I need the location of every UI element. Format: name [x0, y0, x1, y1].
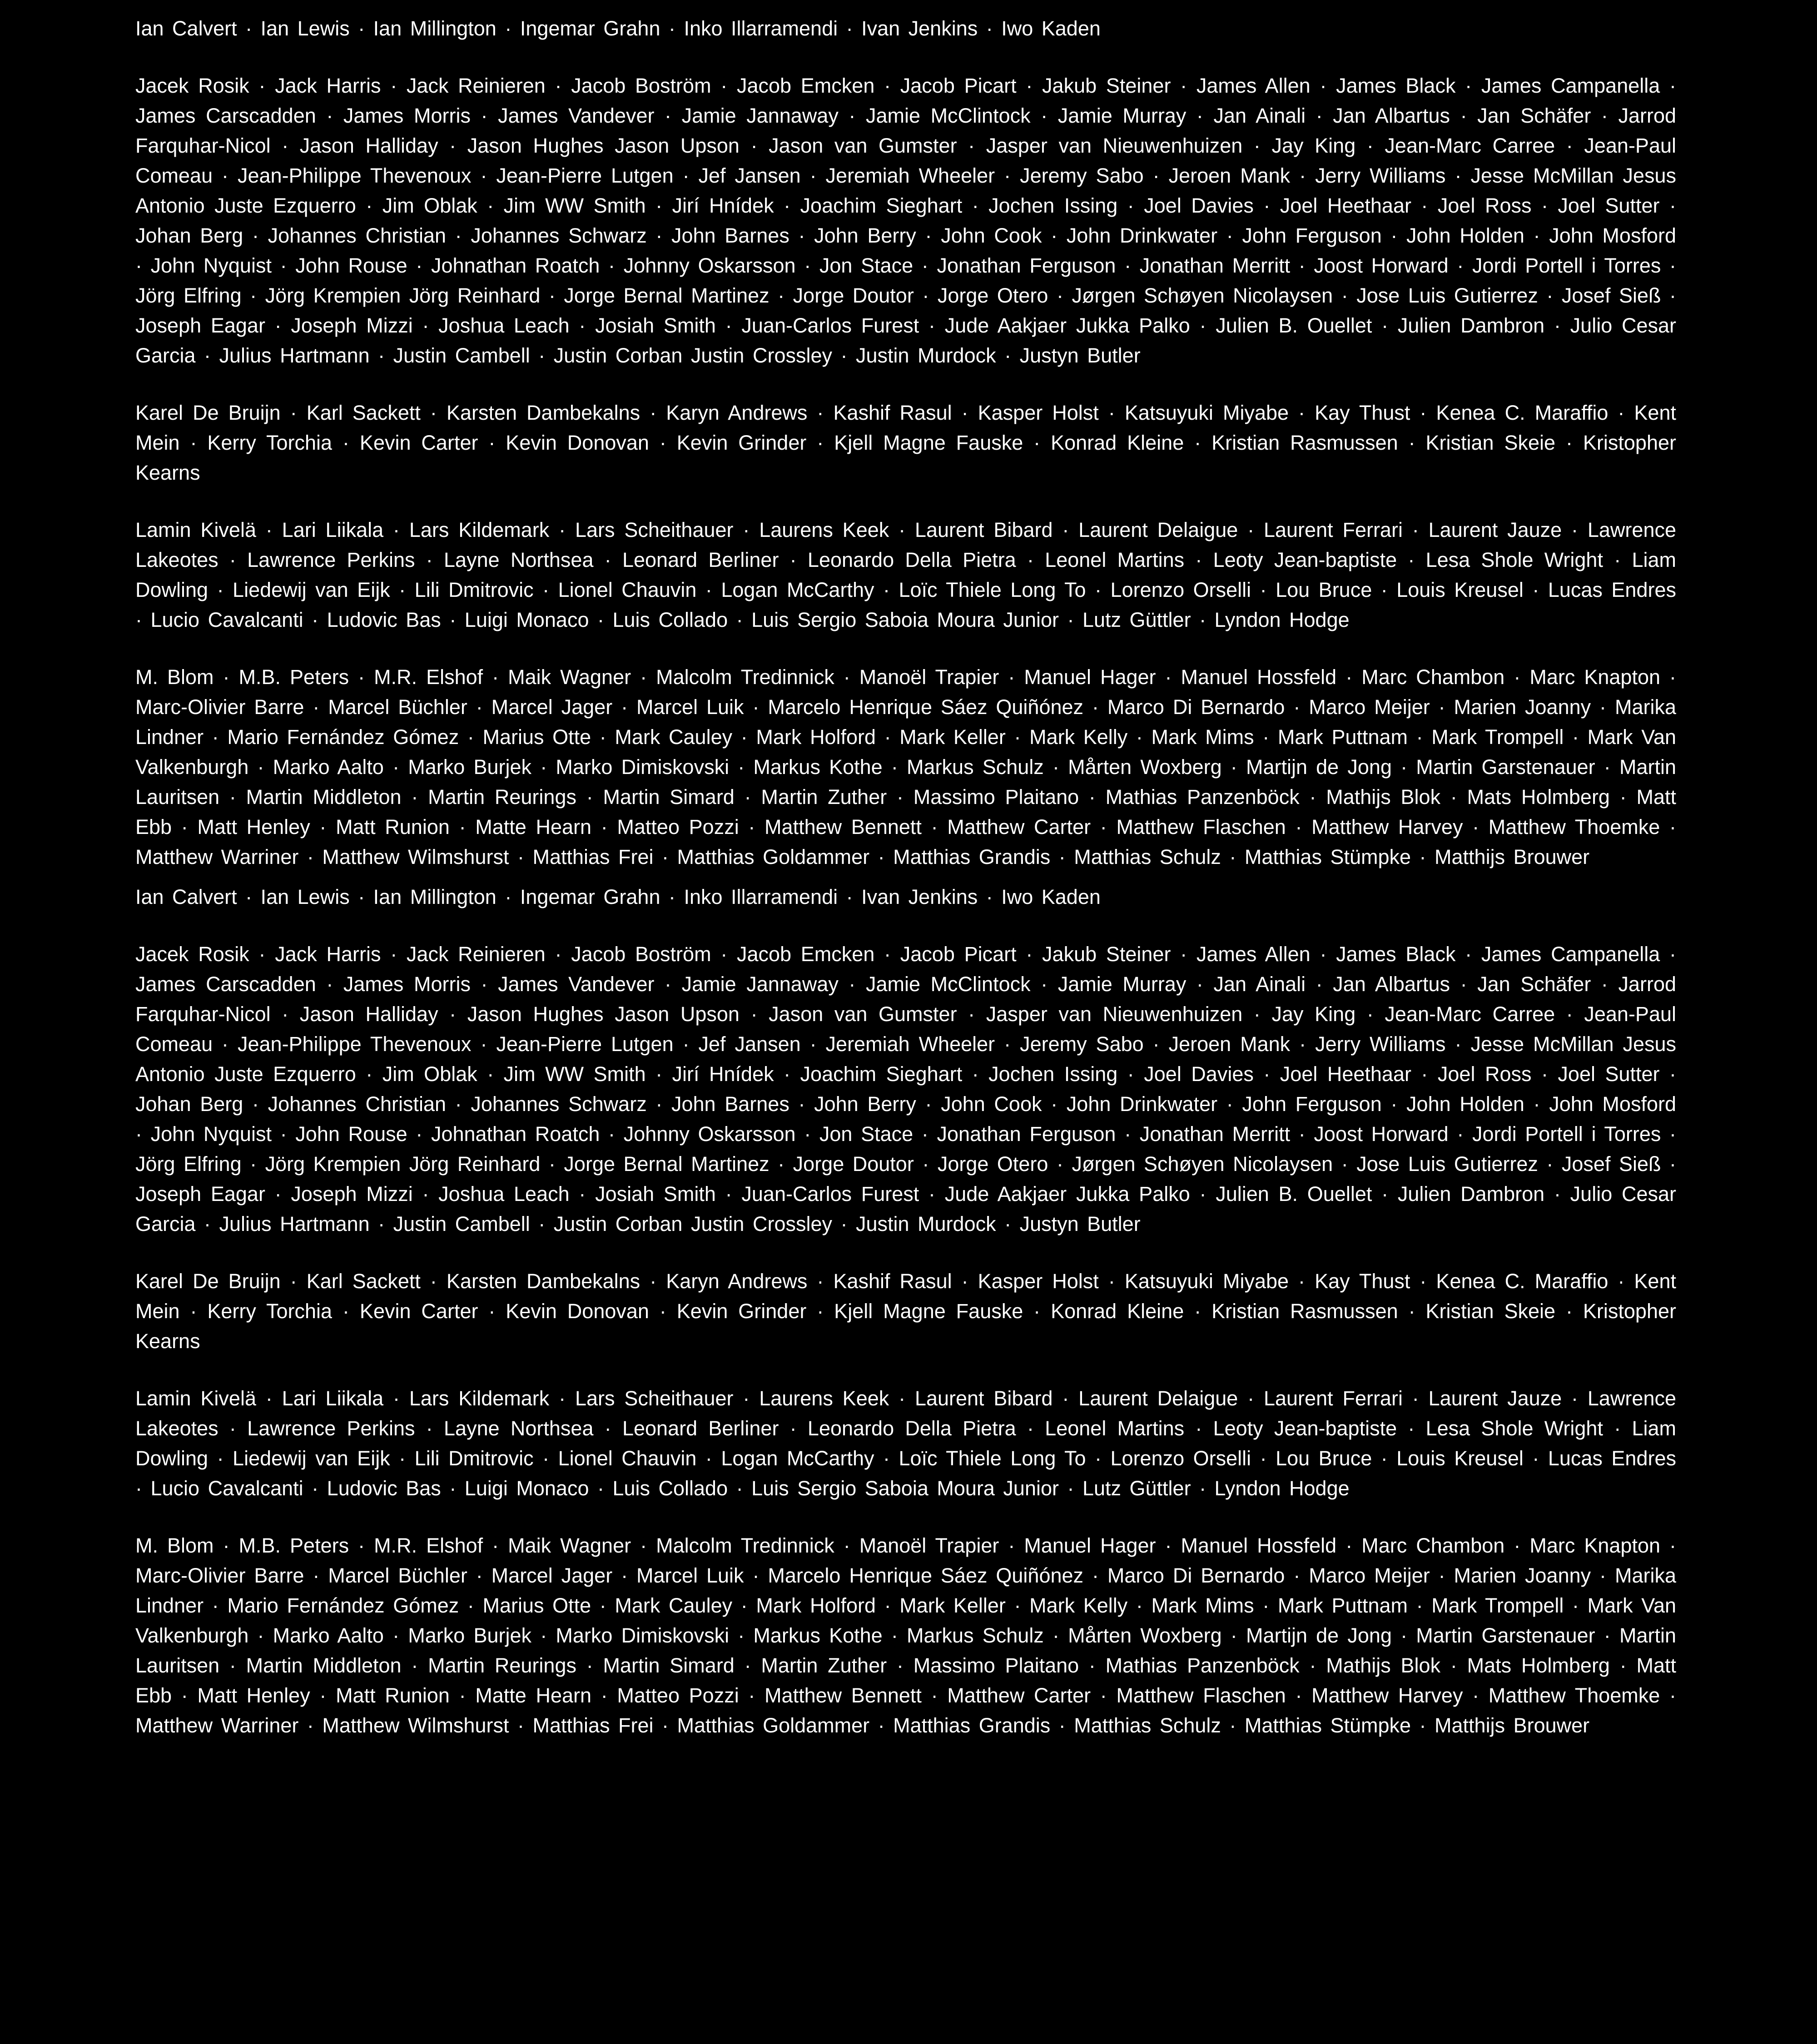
credits-paragraph-k: Karel De Bruijn · Karl Sackett · Karsten Dambekalns · Karyn Andrews · Kashif Rasul · Kasper Holst · Katsuyuki Miyabe · Kay Thust · Kenea C. Maraffio · Kent Mein · Kerry Torchia · Kevin Carter · Kevin Donovan · Kevin Grinder · Kjell Magne Fauske · Konrad Kleine · Kristian Rasmussen · Kristian Skeie · Kristopher Kearns	[135, 1270, 1676, 1353]
credits-paragraph-l: Lamin Kivelä · Lari Liikala · Lars Kildemark · Lars Scheithauer · Laurens Keek · Laurent Bibard · Laurent Delaigue · Laurent Ferrari · Laurent Jauze · Lawrence Lakeotes · Lawrence Perkins · Layne Northsea · Leonard Berliner · Leonardo Della Pietra · Leonel Martins · Leoty Jean-baptiste · Lesa Shole Wright · Liam Dowling · Liedewij van Eijk · Lili Dmitrovic · Lionel Chauvin · Logan McCarthy · Loïc Thiele Long To · Lorenzo Orselli · Lou Bruce · Louis Kreusel · Lucas Endres · Lucio Cavalcanti · Ludovic Bas · Luigi Monaco · Luis Collado · Luis Sergio Saboia Moura Junior · Lutz Güttler · Lyndon Hodge	[135, 1387, 1676, 1500]
credits-block-2	[135, 882, 1676, 1741]
credits-block-1	[135, 14, 1676, 872]
credits-paragraph-j: Jacek Rosik · Jack Harris · Jack Reinieren · Jacob Boström · Jacob Emcken · Jacob Picart · Jakub Steiner · James Allen · James Black · James Campanella · James Carscadden · James Morris · James Vandever · Jamie Jannaway · Jamie McClintock · Jamie Murray · Jan Ainali · Jan Albartus · Jan Schäfer · Jarrod Farquhar-Nicol · Jason Halliday · Jason Hughes Jason Upson · Jason van Gumster · Jasper van Nieuwenhuizen · Jay King · Jean-Marc Carree · Jean-Paul Comeau · Jean-Philippe Thevenoux · Jean-Pierre Lutgen · Jef Jansen · Jeremiah Wheeler · Jeremy Sabo · Jeroen Mank · Jerry Williams · Jesse McMillan Jesus Antonio Juste Ezquerro · Jim Oblak · Jim WW Smith · Jirí Hnídek · Joachim Sieghart · Jochen Issing · Joel Davies · Joel Heethaar · Joel Ross · Joel Sutter · Johan Berg · Johannes Christian · Johannes Schwarz · John Barnes · John Berry · John Cook · John Drinkwater · John Ferguson · John Holden · John Mosford · John Nyquist · John Rouse · Johnathan Roatch · Johnny Oskarsson · Jon Stace · Jonathan Ferguson · Jonathan Merritt · Joost Horward · Jordi Portell i Torres · Jörg Elfring · Jörg Krempien Jörg Reinhard · Jorge Bernal Martinez · Jorge Doutor · Jorge Otero · Jørgen Schøyen Nicolaysen · Jose Luis Gutierrez · Josef Sieß · Joseph Eagar · Joseph Mizzi · Joshua Leach · Josiah Smith · Juan-Carlos Furest · Jude Aakjaer Jukka Palko · Julien B. Ouellet · Julien Dambron · Julio Cesar Garcia · Julius Hartmann · Justin Cambell · Justin Corban Justin Crossley · Justin Murdock · Justyn Butler	[135, 74, 1676, 367]
credits-paragraph-i: Ian Calvert · Ian Lewis · Ian Millington · Ingemar Grahn · Inko Illarramendi · Ivan Jenkins · Iwo Kaden	[135, 885, 1101, 908]
credits-paragraph-j: Jacek Rosik · Jack Harris · Jack Reinieren · Jacob Boström · Jacob Emcken · Jacob Picart · Jakub Steiner · James Allen · James Black · James Campanella · James Carscadden · James Morris · James Vandever · Jamie Jannaway · Jamie McClintock · Jamie Murray · Jan Ainali · Jan Albartus · Jan Schäfer · Jarrod Farquhar-Nicol · Jason Halliday · Jason Hughes Jason Upson · Jason van Gumster · Jasper van Nieuwenhuizen · Jay King · Jean-Marc Carree · Jean-Paul Comeau · Jean-Philippe Thevenoux · Jean-Pierre Lutgen · Jef Jansen · Jeremiah Wheeler · Jeremy Sabo · Jeroen Mank · Jerry Williams · Jesse McMillan Jesus Antonio Juste Ezquerro · Jim Oblak · Jim WW Smith · Jirí Hnídek · Joachim Sieghart · Jochen Issing · Joel Davies · Joel Heethaar · Joel Ross · Joel Sutter · Johan Berg · Johannes Christian · Johannes Schwarz · John Barnes · John Berry · John Cook · John Drinkwater · John Ferguson · John Holden · John Mosford · John Nyquist · John Rouse · Johnathan Roatch · Johnny Oskarsson · Jon Stace · Jonathan Ferguson · Jonathan Merritt · Joost Horward · Jordi Portell i Torres · Jörg Elfring · Jörg Krempien Jörg Reinhard · Jorge Bernal Martinez · Jorge Doutor · Jorge Otero · Jørgen Schøyen Nicolaysen · Jose Luis Gutierrez · Josef Sieß · Joseph Eagar · Joseph Mizzi · Joshua Leach · Josiah Smith · Juan-Carlos Furest · Jude Aakjaer Jukka Palko · Julien B. Ouellet · Julien Dambron · Julio Cesar Garcia · Julius Hartmann · Justin Cambell · Justin Corban Justin Crossley · Justin Murdock · Justyn Butler	[135, 943, 1676, 1235]
credits-paragraph-l: Lamin Kivelä · Lari Liikala · Lars Kildemark · Lars Scheithauer · Laurens Keek · Laurent Bibard · Laurent Delaigue · Laurent Ferrari · Laurent Jauze · Lawrence Lakeotes · Lawrence Perkins · Layne Northsea · Leonard Berliner · Leonardo Della Pietra · Leonel Martins · Leoty Jean-baptiste · Lesa Shole Wright · Liam Dowling · Liedewij van Eijk · Lili Dmitrovic · Lionel Chauvin · Logan McCarthy · Loïc Thiele Long To · Lorenzo Orselli · Lou Bruce · Louis Kreusel · Lucas Endres · Lucio Cavalcanti · Ludovic Bas · Luigi Monaco · Luis Collado · Luis Sergio Saboia Moura Junior · Lutz Güttler · Lyndon Hodge	[135, 518, 1676, 631]
credits-paragraph-k: Karel De Bruijn · Karl Sackett · Karsten Dambekalns · Karyn Andrews · Kashif Rasul · Kasper Holst · Katsuyuki Miyabe · Kay Thust · Kenea C. Maraffio · Kent Mein · Kerry Torchia · Kevin Carter · Kevin Donovan · Kevin Grinder · Kjell Magne Fauske · Konrad Kleine · Kristian Rasmussen · Kristian Skeie · Kristopher Kearns	[135, 401, 1676, 484]
credits-paragraph-m: M. Blom · M.B. Peters · M.R. Elshof · Maik Wagner · Malcolm Tredinnick · Manoël Trapier · Manuel Hager · Manuel Hossfeld · Marc Chambon · Marc Knapton · Marc-Olivier Barre · Marcel Büchler · Marcel Jager · Marcel Luik · Marcelo Henrique Sáez Quiñónez · Marco Di Bernardo · Marco Meijer · Marien Joanny · Marika Lindner · Mario Fernández Gómez · Marius Otte · Mark Cauley · Mark Holford · Mark Keller · Mark Kelly · Mark Mims · Mark Puttnam · Mark Trompell · Mark Van Valkenburgh · Marko Aalto · Marko Burjek · Marko Dimiskovski · Markus Kothe · Markus Schulz · Mårten Woxberg · Martijn de Jong · Martin Garstenauer · Martin Lauritsen · Martin Middleton · Martin Reurings · Martin Simard · Martin Zuther · Massimo Plaitano · Mathias Panzenböck · Mathijs Blok · Mats Holmberg · Matt Ebb · Matt Henley · Matt Runion · Matte Hearn · Matteo Pozzi · Matthew Bennett · Matthew Carter · Matthew Flaschen · Matthew Harvey · Matthew Thoemke · Matthew Warriner · Matthew Wilmshurst · Matthias Frei · Matthias Goldammer · Matthias Grandis · Matthias Schulz · Matthias Stümpke · Matthijs Brouwer	[135, 1534, 1676, 1737]
credits-paragraph-i: Ian Calvert · Ian Lewis · Ian Millington · Ingemar Grahn · Inko Illarramendi · Ivan Jenkins · Iwo Kaden	[135, 17, 1101, 40]
credits-paragraph-m: M. Blom · M.B. Peters · M.R. Elshof · Maik Wagner · Malcolm Tredinnick · Manoël Trapier · Manuel Hager · Manuel Hossfeld · Marc Chambon · Marc Knapton · Marc-Olivier Barre · Marcel Büchler · Marcel Jager · Marcel Luik · Marcelo Henrique Sáez Quiñónez · Marco Di Bernardo · Marco Meijer · Marien Joanny · Marika Lindner · Mario Fernández Gómez · Marius Otte · Mark Cauley · Mark Holford · Mark Keller · Mark Kelly · Mark Mims · Mark Puttnam · Mark Trompell · Mark Van Valkenburgh · Marko Aalto · Marko Burjek · Marko Dimiskovski · Markus Kothe · Markus Schulz · Mårten Woxberg · Martijn de Jong · Martin Garstenauer · Martin Lauritsen · Martin Middleton · Martin Reurings · Martin Simard · Martin Zuther · Massimo Plaitano · Mathias Panzenböck · Mathijs Blok · Mats Holmberg · Matt Ebb · Matt Henley · Matt Runion · Matte Hearn · Matteo Pozzi · Matthew Bennett · Matthew Carter · Matthew Flaschen · Matthew Harvey · Matthew Thoemke · Matthew Warriner · Matthew Wilmshurst · Matthias Frei · Matthias Goldammer · Matthias Grandis · Matthias Schulz · Matthias Stümpke · Matthijs Brouwer	[135, 665, 1676, 868]
